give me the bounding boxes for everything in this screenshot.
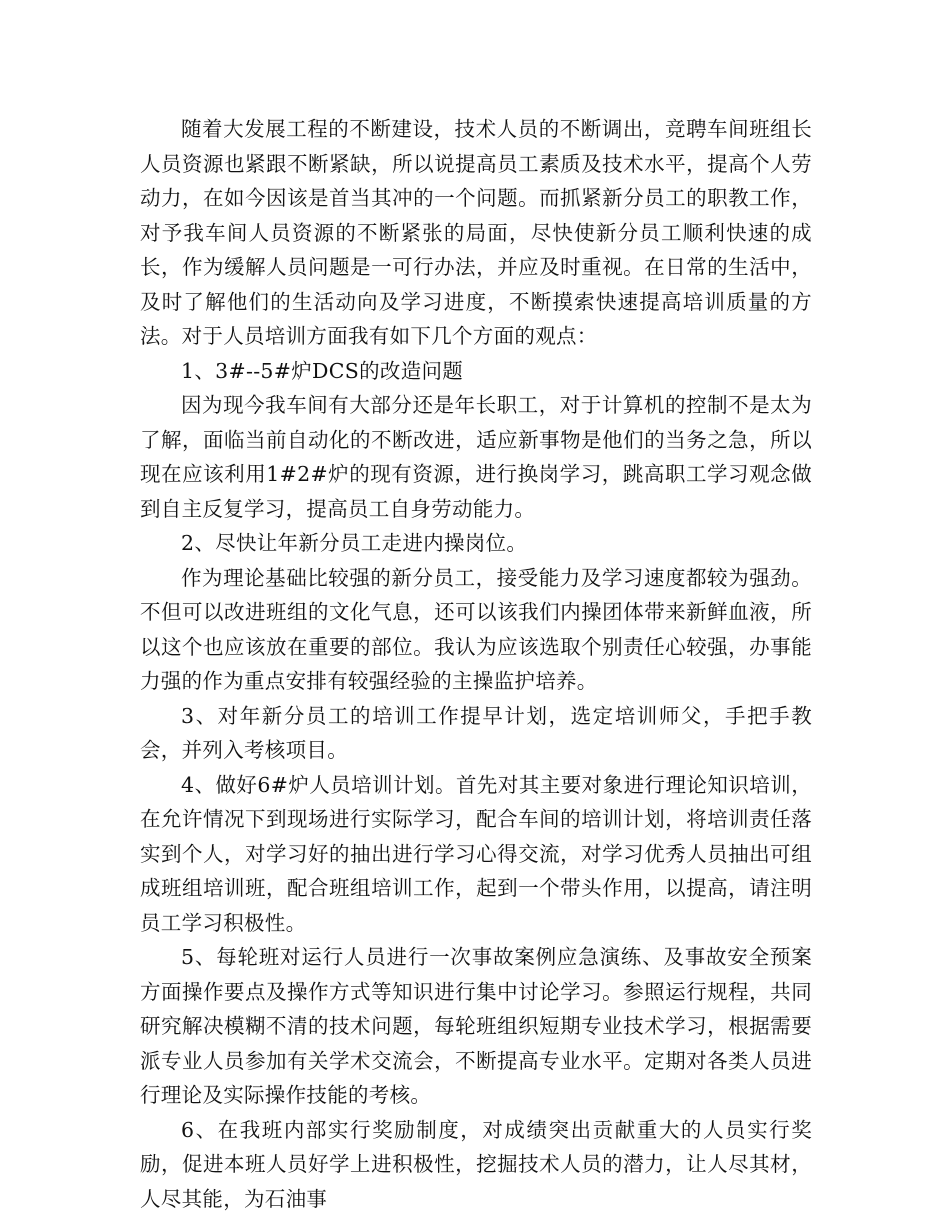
item-4: 4、做好6#炉人员培训计划。首先对其主要对象进行理论知识培训，在允许情况下到现场进行实际学习，配合车间的培训计划，将培训责任落实到个人，对学习好的抽出进行学习心得交流，对学习优秀人员抽出可组成班组培训班，配合班组培训工作，起到一个带头作用，以提高，请注明员工学习积极性。 [140, 772, 812, 935]
item-6: 6、在我班内部实行奖励制度，对成绩突出贡献重大的人员实行奖励，促进本班人员好学上进积极性，挖掘技术人员的潜力，让人尽其材，人尽其能，为石油事 [140, 1117, 812, 1211]
item-3: 3、对年新分员工的培训工作提早计划，选定培训师父，手把手教会，并列入考核项目。 [140, 703, 812, 762]
item-heading-2: 2、尽快让年新分员工走进内操岗位。 [181, 531, 528, 555]
item-heading-1: 1、3#--5#炉DCS的改造问题 [181, 358, 464, 383]
document-body [140, 112, 812, 1216]
item-body-2: 作为理论基础比较强的新分员工，接受能力及学习速度都较为强劲。不但可以改进班组的文化气息，还可以该我们内操团体带来新鲜血液，所以这个也应该放在重要的部位。我认为应该选取个别责任心较强，办事能力强的作为重点安排有较强经验的主操监护培养。 [140, 565, 812, 693]
item-5: 5、每轮班对运行人员进行一次事故案例应急演练、及事故安全预案方面操作要点及操作方式等知识进行集中讨论学习。参照运行规程，共同研究解决模糊不清的技术问题，每轮班组织短期专业技术学习，根据需要派专业人员参加有关学术交流会，不断提高专业水平。定期对各类人员进行理论及实际操作技能的考核。 [140, 945, 812, 1107]
item-body-1: 因为现今我车间有大部分还是年长职工，对于计算机的控制不是太为了解，面临当前自动化的不断改进，适应新事物是他们的当务之急，所以现在应该利用1#2#炉的现有资源，进行换岗学习，跳高职工学习观念做到自主反复学习，提高员工自身劳动能力。 [140, 393, 812, 521]
paragraph-intro: 随着大发展工程的不断建设，技术人员的不断调出，竞聘车间班组长人员资源也紧跟不断紧缺，所以说提高员工素质及技术水平，提高个人劳动力，在如今因该是首当其冲的一个问题。而抓紧新分员工的职教工作，对予我车间人员资源的不断紧张的局面，尽快使新分员工顺利快速的成长，作为缓解人员问题是一可行办法，并应及时重视。在日常的生活中，及时了解他们的生活动向及学习进度，不断摸索快速提高培训质量的方法。对于人员培训方面我有如下几个方面的观点： [140, 117, 812, 348]
